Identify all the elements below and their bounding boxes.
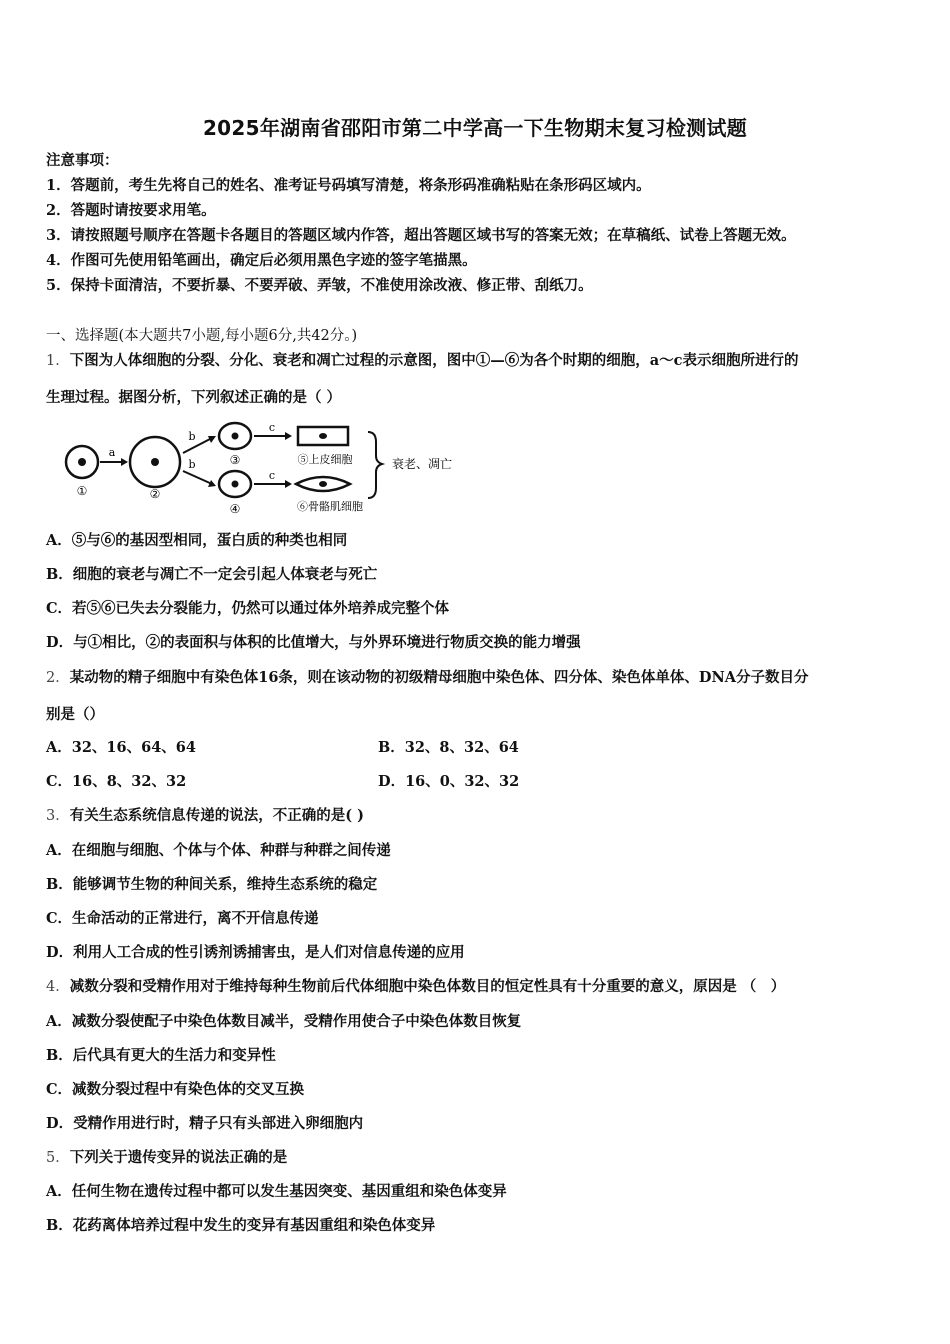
notice-item-5: 5．保持卡面清洁，不要折暴、不要弄破、弄皱，不准使用涂改液、修正带、刮纸刀。	[46, 277, 593, 294]
brace-label: 衰老、凋亡	[392, 457, 453, 471]
q1-option-d: D．与①相比，②的表面积与体积的比值增大，与外界环境进行物质交换的能力增强	[46, 634, 581, 651]
q3-option-a: A．在细胞与细胞、个体与个体、种群与种群之间传递	[46, 842, 391, 859]
cell-process-diagram	[50, 418, 470, 518]
q4-option-d: D．受精作用进行时，精子只有头部进入卵细胞内	[46, 1115, 364, 1132]
q2-option-c: C．16、8、32、32	[46, 773, 187, 790]
arrow-b-upper	[183, 438, 212, 453]
q3-option-b: B．能够调节生物的种间关系，维持生态系统的稳定	[46, 876, 378, 893]
q4-option-a: A．减数分裂使配子中染色体数目减半，受精作用使合子中染色体数目恢复	[46, 1013, 522, 1030]
q2-stem-line1: 2．某动物的精子细胞中有染色体16条，则在该动物的初级精母细胞中染色体、四分体、染色体单体、DNA分子数目分	[46, 669, 809, 686]
notice-item-4: 4．作图可先使用铅笔画出，确定后必须用黑色字迹的签字笔描黑。	[46, 252, 477, 269]
q5-stem: 5．下列关于遗传变异的说法正确的是	[46, 1149, 288, 1166]
notice-heading: 注意事项：	[46, 152, 119, 169]
cell-5-label: ⑤上皮细胞	[297, 453, 353, 466]
arrow-b-lower-label: b	[188, 458, 196, 471]
arrow-c-upper-label: c	[268, 421, 276, 434]
cell-6-label: ⑥骨骼肌细胞	[297, 500, 363, 513]
q5-option-b: B．花药离体培养过程中发生的变异有基因重组和染色体变异	[46, 1217, 436, 1234]
q1-option-b: B．细胞的衰老与凋亡不一定会引起人体衰老与死亡	[46, 566, 378, 583]
q5-option-a: A．任何生物在遗传过程中都可以发生基因突变、基因重组和染色体变异	[46, 1183, 507, 1200]
cell-2-label: ②	[149, 487, 161, 501]
q4-option-c: C．减数分裂过程中有染色体的交叉互换	[46, 1081, 305, 1098]
cell-4-label: ④	[229, 502, 241, 516]
nucleus-2	[151, 458, 159, 466]
cell-3-label: ③	[229, 453, 241, 467]
arrow-a-label: a	[108, 446, 116, 459]
arrow-b-upper-label: b	[188, 430, 196, 443]
page-title: 2025年湖南省邵阳市第二中学高一下生物期末复习检测试题	[202, 116, 748, 140]
q4-number: 4．	[46, 979, 70, 995]
q2-option-d: D．16、0、32、32	[378, 773, 520, 790]
nucleus-1	[78, 458, 86, 466]
q3-option-c: C．生命活动的正常进行，离不开信息传递	[46, 910, 319, 927]
notice-item-1: 1．答题前，考生先将自己的姓名、准考证号码填写清楚，将条形码准确粘贴在条形码区域内。	[46, 177, 651, 194]
q2-number: 2．	[46, 670, 70, 686]
q1-stem-line2: 生理过程。据图分析，下列叙述正确的是（ ）	[46, 389, 342, 406]
q2-option-b: B．32、8、32、64	[378, 739, 519, 756]
notice-item-3: 3．请按照题号顺序在答题卡各题目的答题区域内作答，超出答题区域书写的答案无效；在草稿纸、试卷上答题无效。	[46, 227, 796, 244]
q3-stem: 3．有关生态系统信息传递的说法，不正确的是( )	[46, 807, 365, 824]
q4-option-b: B．后代具有更大的生活力和变异性	[46, 1047, 276, 1064]
section-heading: 一、选择题(本大题共7小题,每小题6分,共42分。)	[46, 328, 358, 344]
arrow-c-lower-label: c	[268, 469, 276, 482]
q5-number: 5．	[46, 1150, 70, 1166]
brace	[368, 432, 382, 498]
q3-option-d: D．利用人工合成的性引诱剂诱捕害虫，是人们对信息传递的应用	[46, 944, 465, 961]
q1-option-a: A．⑤与⑥的基因型相同，蛋白质的种类也相同	[46, 532, 348, 549]
q1-number: 1．	[46, 353, 70, 369]
notice-item-2: 2．答题时请按要求用笔。	[46, 202, 216, 219]
q4-stem: 4．减数分裂和受精作用对于维持每种生物前后代体细胞中染色体数目的恒定性具有十分重要的意义，原因是 （ ）	[46, 978, 786, 995]
q2-option-a: A．32、16、64、64	[46, 739, 196, 756]
q3-number: 3．	[46, 808, 70, 824]
q1-stem-line1: 1．下图为人体细胞的分裂、分化、衰老和凋亡过程的示意图，图中①—⑥为各个时期的细胞，a～c表示细胞所进行的	[46, 352, 799, 369]
q2-stem-line2: 别是（）	[46, 706, 104, 723]
cell-1-label: ①	[76, 484, 88, 498]
arrow-b-lower	[183, 471, 212, 484]
q1-option-c: C．若⑤⑥已失去分裂能力，仍然可以通过体外培养成完整个体	[46, 600, 450, 617]
